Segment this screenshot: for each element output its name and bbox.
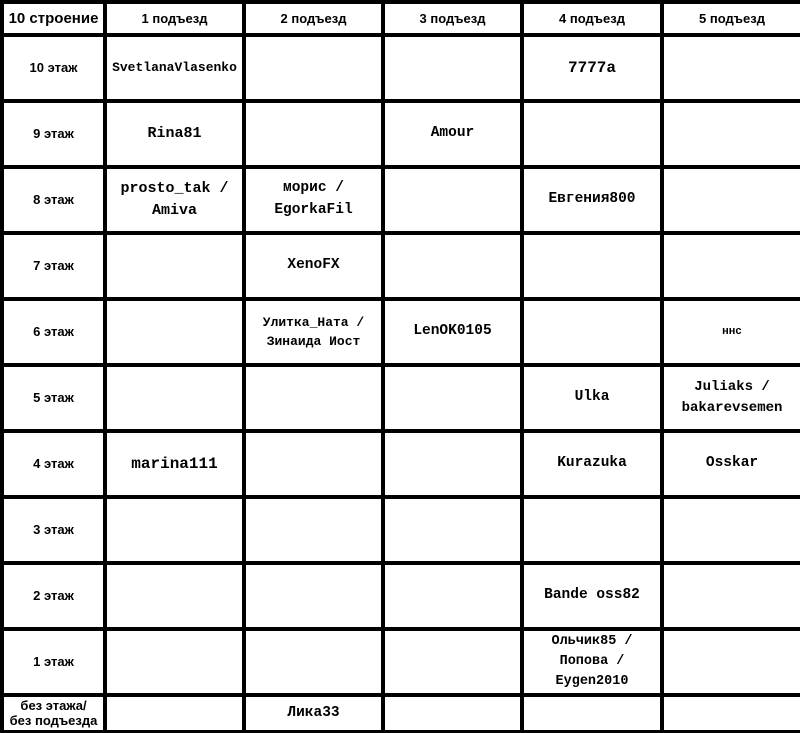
floor-label-line: 8 этаж [33, 191, 74, 207]
resident-name: морис / [283, 180, 344, 197]
empty-cell [105, 629, 244, 695]
resident-name: Osskar [705, 455, 759, 472]
building-label: 10 строение [2, 2, 105, 35]
resident-cell [244, 299, 383, 365]
floor-row [2, 233, 800, 299]
floor-label [2, 167, 105, 233]
empty-cell [662, 629, 800, 695]
floor-label-line: 3 этаж [33, 521, 74, 537]
empty-cell [244, 497, 383, 563]
empty-cell [662, 497, 800, 563]
empty-cell [383, 497, 522, 563]
empty-cell [244, 629, 383, 695]
resident-name: Juliaks / [694, 379, 770, 395]
resident-name: Ольчик85 / [551, 633, 633, 649]
column-header-entrance-3: 3 подъезд [383, 2, 522, 35]
resident-name: bakarevsemen [681, 400, 783, 416]
resident-name: Ulka [574, 389, 610, 406]
resident-cell [662, 365, 800, 431]
floor-label-line: 1 этаж [33, 653, 74, 669]
resident-name: ннс [722, 325, 742, 338]
resident-name: Зинаида Иост [266, 334, 361, 349]
resident-cell [244, 167, 383, 233]
resident-name: Лика33 [287, 704, 340, 721]
floor-row [2, 629, 800, 695]
column-header-entrance-2: 2 подъезд [244, 2, 383, 35]
empty-cell [244, 431, 383, 497]
empty-cell [244, 101, 383, 167]
empty-cell [522, 233, 662, 299]
empty-cell [383, 563, 522, 629]
empty-cell [383, 629, 522, 695]
resident-name: Bande oss82 [544, 587, 640, 604]
column-header-entrance-4: 4 подъезд [522, 2, 662, 35]
resident-cell [105, 431, 244, 497]
empty-cell [383, 365, 522, 431]
empty-cell [662, 35, 800, 101]
floor-label [2, 563, 105, 629]
empty-cell [383, 431, 522, 497]
empty-cell [383, 167, 522, 233]
resident-name: XenoFX [287, 257, 340, 274]
resident-cell [522, 431, 662, 497]
empty-cell [662, 167, 800, 233]
empty-cell [244, 563, 383, 629]
resident-cell [105, 35, 244, 101]
empty-cell [105, 365, 244, 431]
empty-cell [105, 695, 244, 732]
floor-label [2, 35, 105, 101]
resident-name: Kurazuka [557, 455, 627, 472]
floor-row [2, 35, 800, 101]
floor-label-line: 4 этаж [33, 455, 74, 471]
column-header-entrance-5: 5 подъезд [662, 2, 800, 35]
floor-label [2, 431, 105, 497]
floor-label [2, 695, 105, 732]
resident-cell [522, 629, 662, 695]
resident-cell [522, 35, 662, 101]
floor-label-line: 7 этаж [33, 257, 74, 273]
floor-label-line: без подъезда [9, 712, 98, 728]
floor-row [2, 431, 800, 497]
empty-cell [105, 233, 244, 299]
empty-cell [383, 695, 522, 732]
empty-cell [522, 695, 662, 732]
floor-label-line: 6 этаж [33, 323, 74, 339]
resident-name: EgorkaFil [274, 202, 353, 218]
resident-name: LenOK0105 [413, 323, 492, 340]
floor-label [2, 497, 105, 563]
floor-label [2, 365, 105, 431]
row-no-floor [2, 695, 800, 732]
resident-name: Eygen2010 [555, 674, 629, 690]
empty-cell [522, 497, 662, 563]
resident-cell [244, 233, 383, 299]
empty-cell [244, 365, 383, 431]
floor-row [2, 167, 800, 233]
floor-label-line: без этажа/ [20, 697, 87, 713]
resident-cell [105, 167, 244, 233]
resident-cell [383, 299, 522, 365]
resident-cell [522, 167, 662, 233]
floor-label [2, 233, 105, 299]
resident-name: Попова / [559, 653, 625, 669]
resident-name: 7777a [567, 59, 616, 77]
floor-row [2, 497, 800, 563]
resident-name: Amour [430, 125, 475, 142]
floor-row [2, 101, 800, 167]
resident-name: Улитка_Ната / [262, 314, 365, 330]
floor-row [2, 299, 800, 365]
empty-cell [383, 35, 522, 101]
resident-name: Amiva [151, 202, 197, 219]
floor-row [2, 365, 800, 431]
floor-row [2, 563, 800, 629]
resident-cell [244, 695, 383, 732]
resident-cell [383, 101, 522, 167]
empty-cell [105, 563, 244, 629]
empty-cell [662, 695, 800, 732]
floor-label-line: 2 этаж [33, 587, 74, 603]
header-row [2, 2, 800, 35]
empty-cell [662, 563, 800, 629]
floor-label [2, 101, 105, 167]
resident-cell [105, 101, 244, 167]
empty-cell [244, 35, 383, 101]
empty-cell [383, 233, 522, 299]
empty-cell [522, 299, 662, 365]
resident-cell [522, 365, 662, 431]
floor-label-line: 9 этаж [33, 125, 74, 141]
column-header-entrance-1: 1 подъезд [105, 2, 244, 35]
empty-cell [662, 101, 800, 167]
floor-label [2, 629, 105, 695]
empty-cell [522, 101, 662, 167]
resident-name: Евгения800 [548, 191, 636, 208]
resident-cell [662, 299, 800, 365]
floor-label-line: 10 этаж [29, 59, 78, 75]
empty-cell [105, 299, 244, 365]
floor-label-line: 5 этаж [33, 389, 74, 405]
resident-cell [662, 431, 800, 497]
floor-label [2, 299, 105, 365]
resident-cell [522, 563, 662, 629]
resident-name: prosto_tak / [120, 179, 229, 197]
resident-name: SvetlanaVlasenko [112, 60, 237, 76]
resident-name: marina111 [131, 455, 218, 473]
empty-cell [105, 497, 244, 563]
resident-name: Rina81 [147, 124, 202, 142]
empty-cell [662, 233, 800, 299]
